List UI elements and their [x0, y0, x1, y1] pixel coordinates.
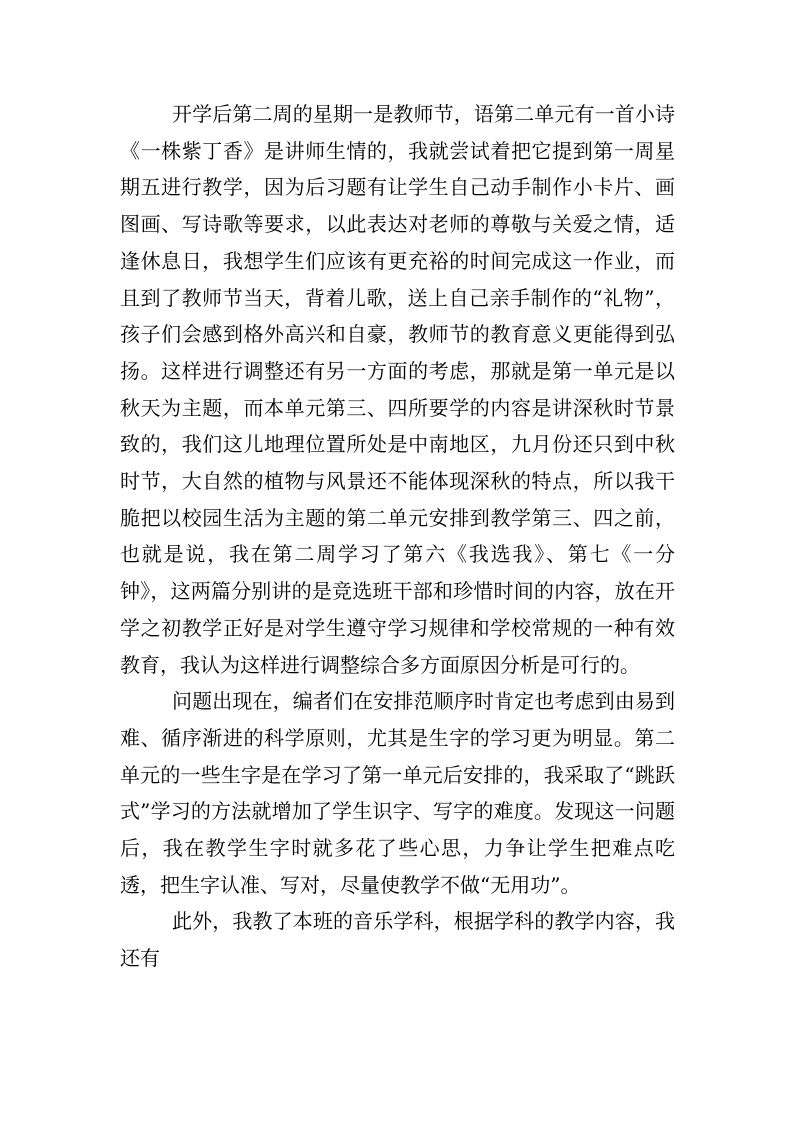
document-body — [120, 96, 675, 977]
paragraph-problem: 问题出现在，编者们在安排范顺序时肯定也考虑到由易到难、循序渐进的科学原则，尤其是生字的学习更为明显。第二单元的一些生字是在学习了第一单元后安排的，我采取了“跳跃式”学习的方法就增加了学生识字、写字的难度。发现这一问题后，我在教学生字时就多花了些心思，力争让学生把难点吃透，把生字认准、写对，尽量使教学不做“无用功”。 — [120, 689, 675, 897]
paragraph-teachers-day: 开学后第二周的星期一是教师节，语第二单元有一首小诗《一株紫丁香》是讲师生情的，我就尝试着把它提到第一周星期五进行教学，因为后习题有让学生自己动手制作小卡片、画图画、写诗歌等要求，以此表达对老师的尊敬与关爱之情，适逢休息日，我想学生们应该有更充裕的时间完成这一作业，而且到了教师节当天，背着儿歌，送上自己亲手制作的“礼物”，孩子们会感到格外高兴和自豪，教师节的教育意义更能得到弘扬。这样进行调整还有另一方面的考虑，那就是第一单元是以秋天为主题，而本单元第三、四所要学的内容是讲深秋时节景致的，我们这儿地理位置所处是中南地区，九月份还只到中秋时节，大自然的植物与风景还不能体现深秋的特点，所以我干脆把以校园生活为主题的第二单元安排到教学第三、四之前，也就是说，我在第二周学习了第六《我选我》、第七《一分钟》，这两篇分别讲的是竞选班干部和珍惜时间的内容，放在开学之初教学正好是对学生遵守学习规律和学校常规的一种有效教育，我认为这样进行调整综合多方面原因分析是可行的。 — [120, 102, 675, 677]
paragraph-music: 此外，我教了本班的音乐学科，根据学科的教学内容，我还有 — [120, 909, 675, 971]
